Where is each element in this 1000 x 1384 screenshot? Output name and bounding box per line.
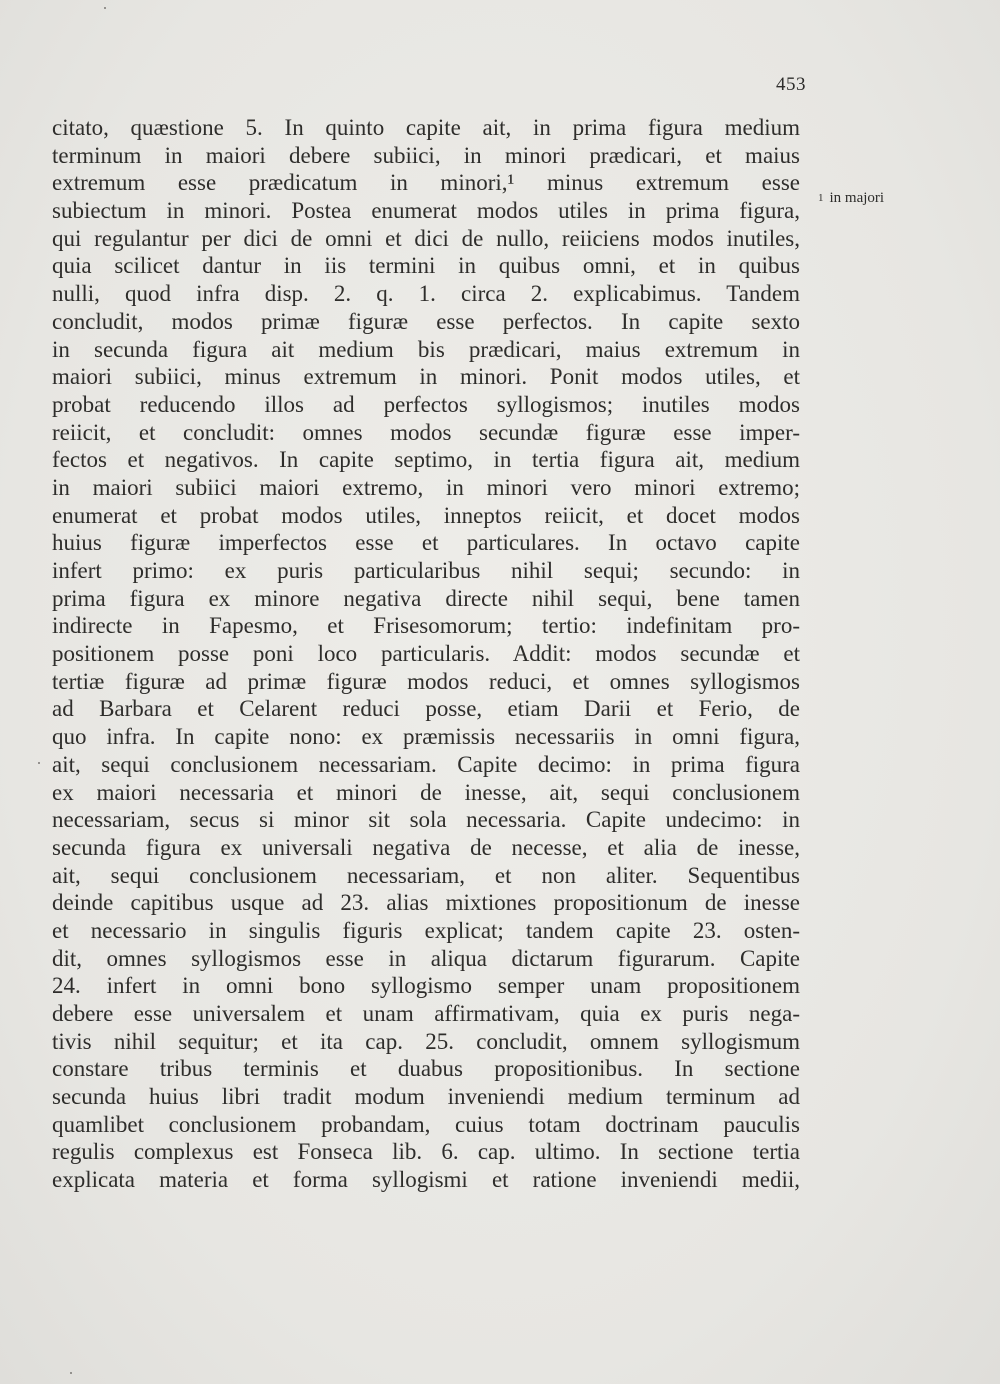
text-line: terminum in maiori debere subiici, in minori prædicari, et maius <box>52 142 800 168</box>
text-line: nulli, quod infra disp. 2. q. 1. circa 2. explicabimus. Tandem <box>52 281 800 307</box>
text-line: secunda huius libri tradit modum inveniendi medium terminum ad <box>52 1084 800 1110</box>
text-line: quamlibet conclusionem probandam, cuius totam doctrinam pauculis <box>52 1111 800 1137</box>
text-line: tertiæ figuræ ad primæ figuræ modos reduci, et omnes syllogismos <box>52 668 800 694</box>
text-line: citato, quæstione 5. In quinto capite ait, in prima figura medium <box>52 115 800 140</box>
text-line: extremum esse prædicatum in minori,¹ minus extremum esse <box>52 170 800 196</box>
text-line: in maiori subiici maiori extremo, in minori vero minori extremo; <box>52 474 800 500</box>
text-line: debere esse universalem et unam affirmativam, quia ex puris nega- <box>52 1001 800 1026</box>
text-line: probat reducendo illos ad perfectos syllogismos; inutiles modos <box>52 391 800 417</box>
text-line: ait, sequi conclusionem necessariam, et non aliter. Sequentibus <box>52 862 800 888</box>
text-line: subiectum in minori. Postea enumerat modos utiles in prima figura, <box>52 198 800 224</box>
text-line: 24. infert in omni bono syllogismo semper unam propositionem <box>52 973 800 999</box>
text-line: concludit, modos primæ figuræ esse perfectos. In capite sexto <box>52 308 800 334</box>
text-line: et necessario in singulis figuris explicat; tandem capite 23. osten- <box>52 917 800 943</box>
text-line: regulis complexus est Fonseca lib. 6. cap. ultimo. In sectione tertia <box>52 1139 800 1165</box>
margin-footnote <box>818 190 884 207</box>
text-line: positionem posse poni loco particularis. Addit: modos secundæ et <box>52 641 800 667</box>
text-line: enumerat et probat modos utiles, inneptos reiicit, et docet modos <box>52 502 800 528</box>
text-line: ex maiori necessaria et minori de inesse, ait, sequi conclusionem <box>52 779 800 805</box>
text-line: maiori subiici, minus extremum in minori. Ponit modos utiles, et <box>52 364 800 390</box>
text-line: necessariam, secus si minor sit sola necessaria. Capite undecimo: in <box>52 807 800 833</box>
text-line: huius figuræ imperfectos esse et particulares. In octavo capite <box>52 530 800 556</box>
text-line: fectos et negativos. In capite septimo, in tertia figura ait, medium <box>52 447 800 473</box>
text-line: quia scilicet dantur in iis termini in quibus omni, et in quibus <box>52 253 800 279</box>
text-line: infert primo: ex puris particularibus nihil sequi; secundo: in <box>52 558 800 583</box>
text-line: deinde capitibus usque ad 23. alias mixtiones propositionum de inesse <box>52 890 800 916</box>
text-line: quo infra. In capite nono: ex præmissis necessariis in omni figura, <box>52 724 800 750</box>
text-line: prima figura ex minore negativa directe nihil sequi, bene tamen <box>52 585 800 611</box>
text-line: explicata materia et forma syllogismi et ratione inveniendi medii, <box>52 1167 800 1193</box>
footnote-text: in majori <box>829 190 885 206</box>
footnote-marker: 1 <box>818 192 824 204</box>
text-line: tivis nihil sequitur; et ita cap. 25. concludit, omnem syllogismum <box>52 1028 800 1054</box>
text-line: constare tribus terminis et duabus propositionibus. In sectione <box>52 1056 800 1082</box>
paper-speck <box>38 762 40 764</box>
paper-speck <box>70 1372 72 1374</box>
text-line: dit, omnes syllogismos esse in aliqua dictarum figurarum. Capite <box>52 945 800 971</box>
text-line: qui regulantur per dici de omni et dici de nullo, reiiciens modos inutiles, <box>52 225 800 251</box>
page-number: 453 <box>776 74 806 95</box>
paper-speck <box>104 7 106 9</box>
body-text <box>52 114 800 1194</box>
text-line: reiicit, et concludit: omnes modos secundæ figuræ esse imper- <box>52 419 800 445</box>
text-line: ait, sequi conclusionem necessariam. Capite decimo: in prima figura <box>52 751 800 777</box>
text-line: indirecte in Fapesmo, et Frisesomorum; tertio: indefinitam pro- <box>52 613 800 639</box>
text-line: secunda figura ex universali negativa de necesse, et alia de inesse, <box>52 834 800 860</box>
text-line: in secunda figura ait medium bis prædicari, maius extremum in <box>52 336 800 362</box>
text-line: ad Barbara et Celarent reduci posse, etiam Darii et Ferio, de <box>52 696 800 722</box>
